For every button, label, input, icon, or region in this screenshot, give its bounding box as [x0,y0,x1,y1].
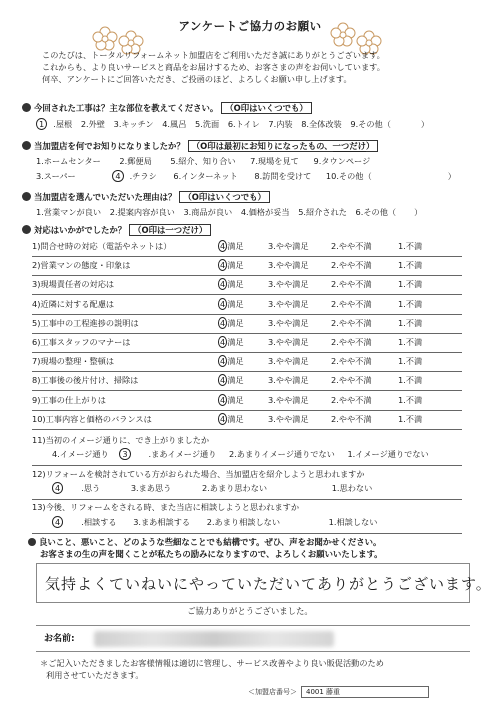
q2-option-10-close: ） [447,171,456,181]
thanks-text: ご協力ありがとうございました。 [187,606,313,616]
q3-option-6-close: ） [414,207,423,217]
rating-question: 8)工事後の後片付け、掃除は [32,375,139,386]
q13-option-4[interactable]: 4 .相談する [52,517,117,527]
rating-row [32,411,462,430]
name-label: お名前: [44,634,75,644]
rating-question: 3)現場責任者の対応は [32,279,115,290]
q3-heading: 当加盟店を選んでいただいた理由は？ （O印はいくつでも） [22,191,270,203]
rating-option-4[interactable]: 4 満足 [220,375,244,386]
rating-row [32,238,462,257]
q2-option-7[interactable]: 7.現場を見て [250,156,299,166]
q2-option-5[interactable]: 5.紹介、知り合い [170,156,236,166]
rating-option-1[interactable]: 1.不満 [398,337,423,347]
q12-option-1[interactable]: 1.思わない [331,483,373,493]
rating-row [32,296,462,315]
q2-option-4[interactable]: 4 .チラシ [112,171,156,181]
divider [32,533,462,534]
q1-option-6[interactable]: 6.トイレ [227,119,260,129]
rating-option-2[interactable]: 2.やや不満 [331,317,372,328]
rating-option-2[interactable]: 2.やや不満 [331,413,372,424]
rating-option-1[interactable]: 1.不満 [398,241,423,251]
q11-options [52,450,447,460]
rating-option-2[interactable]: 2.やや不満 [331,356,372,367]
q11-option-2[interactable]: 2.あまりイメージ通りでない [229,449,335,459]
rating-question: 2)営業マンの態度・印象は [32,260,131,271]
q2-option-8[interactable]: 8.訪問を受けて [254,171,312,181]
rating-row [32,257,462,276]
rating-option-4[interactable]: 4 満足 [220,279,244,290]
rating-option-2[interactable]: 2.やや不満 [331,375,372,386]
q1-option-9[interactable]: 9.その他（ [350,119,391,129]
rating-question: 6)工事スタッフのマナーは [32,337,131,347]
comment-answer: 気持よくていねいにやっていただいてありがとうございます。 [45,575,492,593]
q11-option-4[interactable]: 4.イメージ通り [52,449,109,459]
q13-option-2[interactable]: 2.あまり相談しない [206,517,281,527]
q11-text: 11)当初のイメージ通りに、でき上がりましたか [32,435,210,445]
rating-option-2[interactable]: 2.やや不満 [331,337,372,347]
rating-option-3[interactable]: 3.やや満足 [268,337,309,347]
bullet-icon [22,192,31,201]
q12-option-2[interactable]: 2.あまり思わない [201,483,268,493]
rating-row [32,353,462,372]
rating-option-4[interactable]: 4 満足 [220,337,244,347]
rating-option-1[interactable]: 1.不満 [398,394,423,405]
q2-heading: 当加盟店を何でお知りになりましたか？ （O印は最初にお知りになったもの、一つだけ） [22,140,378,152]
rating-question: 7)現場の整理・整頓は [32,356,115,367]
privacy-notice: ＊ご記入いただきましたお客様情報は適切に管理し、サービス改善やより良い販促活動のため 利用させていただきます。 [40,658,384,680]
rating-option-3[interactable]: 3.やや満足 [268,413,309,424]
q1-option-3[interactable]: 3.キッチン [113,119,154,129]
rating-question: 5)工事中の工程進捗の説明は [32,317,139,328]
rating-option-1[interactable]: 1.不満 [398,356,423,367]
q1-option-7[interactable]: 7.内装 [268,119,293,129]
q12-options [52,484,390,494]
q3-option-4[interactable]: 4.価格が妥当 [240,207,290,217]
redacted-name [94,631,334,647]
q2-option-2[interactable]: 2.郵便局 [119,156,152,166]
bullet-icon [22,103,31,112]
rating-option-3[interactable]: 3.やや満足 [268,279,309,290]
rating-option-3[interactable]: 3.やや満足 [268,298,309,309]
rating-option-3[interactable]: 3.やや満足 [268,260,309,271]
rating-option-2[interactable]: 2.やや不満 [331,279,372,290]
q1-heading: 今回された工事は？主な部位を教えてください。 （O印はいくつでも） [22,102,312,114]
member-number-value: 4001 藤重 [301,686,429,698]
rating-option-4[interactable]: 4 満足 [220,356,244,367]
rating-option-1[interactable]: 1.不満 [398,375,423,386]
free-heading: 良いこと、悪いこと、どのような些細なことでも結構です。ぜひ、声をお聞かせください。 [28,537,381,547]
q12-text: 12)リフォームを検討されている方がおられた場合、当加盟店を紹介しようと思われますか [32,469,365,479]
q12-option-4[interactable]: 4 .思う [52,483,100,493]
q4-heading: 対応はいかがでしたか？ （O印は一つだけ） [22,224,211,236]
rating-option-4[interactable]: 4 満足 [220,241,244,251]
q1-option-9-close: ） [420,119,430,129]
bullet-icon [28,538,36,546]
q12-option-3[interactable]: 3.まあ思う [130,483,172,493]
q13-text: 13)今後、リフォームをされる時、また当店に相談しようと思われますか [32,502,300,512]
q1-options [36,120,435,130]
q2-option-9[interactable]: 9.タウンページ [313,156,371,166]
q11-option-1[interactable]: 1.イメージ通りでない [347,449,429,459]
q1-option-2[interactable]: 2.外壁 [80,119,105,129]
q2-option-6[interactable]: 6.インターネット [173,171,238,181]
rating-option-3[interactable]: 3.やや満足 [268,356,309,367]
rating-option-1[interactable]: 1.不満 [398,279,423,290]
q1-option-8[interactable]: 8.全体改装 [301,119,342,129]
divider [32,499,462,500]
rating-question: 10)工事内容と価格のバランスは [32,413,152,424]
bullet-icon [22,225,31,234]
rating-row [32,276,462,295]
q1-option-1[interactable]: 1 .屋根 [36,119,72,129]
rating-option-2[interactable]: 2.やや不満 [331,394,372,405]
rating-option-4[interactable]: 4 満足 [220,260,244,271]
q13-option-3[interactable]: 3.まあ相談する [133,517,191,527]
rating-option-2[interactable]: 2.やや不満 [331,260,372,271]
rating-option-2[interactable]: 2.やや不満 [331,241,372,251]
q13-option-1[interactable]: 1.相談しない [328,517,378,527]
q3-options [36,208,428,218]
q2-option-10[interactable]: 10.その他（ [325,171,372,181]
rating-row [32,315,462,334]
q11-option-3[interactable]: 3 .まあイメージ通り [119,449,216,459]
rating-option-4[interactable]: 4 満足 [220,394,244,405]
bullet-icon [22,141,31,150]
q3-option-3[interactable]: 3.商品が良い [183,207,233,217]
intro-text: このたびは、トータルリフォームネット加盟店をご利用いただき誠にありがとうございます。 これからも、より良いサービスと商品をお届けするため、お客さまの声をお伺いしています。 何卒、アンケートにご回答いただき、ご投函のほど、よろしくお願い申し上げます。 [42,50,385,84]
q2-options-row1 [36,157,376,167]
q3-option-1[interactable]: 1.営業マンが良い [36,207,102,217]
rating-row [32,372,462,391]
rating-option-3[interactable]: 3.やや満足 [268,317,309,328]
divider [32,465,462,466]
q13-options [52,518,395,528]
q2-options-row2 [36,172,462,182]
rating-option-1[interactable]: 1.不満 [398,317,423,328]
q3-option-6[interactable]: 6.その他（ [355,207,397,217]
rating-option-4[interactable]: 4 満足 [220,413,244,424]
rating-row [32,334,462,353]
q3-option-5[interactable]: 5.紹介された [298,207,347,217]
rating-question: 9)工事の仕上がりは [32,394,106,405]
comment-box[interactable] [36,563,492,603]
rating-option-3[interactable]: 3.やや満足 [268,375,309,386]
rating-option-1[interactable]: 1.不満 [398,260,423,271]
rating-option-1[interactable]: 1.不満 [398,298,423,309]
rating-option-1[interactable]: 1.不満 [398,413,423,424]
member-number: ＜加盟店番号＞ 4001 藤重 [248,686,429,698]
q1-option-5[interactable]: 5.洗面 [195,119,220,129]
rating-question: 1)問合せ時の対応（電話やネットは） [32,241,172,251]
rating-option-2[interactable]: 2.やや不満 [331,298,372,309]
q2-option-1[interactable]: 1.ホームセンター [36,156,101,166]
rating-option-3[interactable]: 3.やや満足 [268,241,309,251]
rating-option-4[interactable]: 4 満足 [220,317,244,328]
rating-option-3[interactable]: 3.やや満足 [268,394,309,405]
free-heading-2: お客さまの生の声を聞くことが私たちの励みになりますので、よろしくお願いいたします。 [40,549,383,559]
name-field[interactable] [36,625,470,652]
page-title: アンケートご協力のお願い [178,19,322,33]
rating-question: 4)近隣に対する配慮は [32,298,115,309]
rating-option-4[interactable]: 4 満足 [220,298,244,309]
q3-option-2[interactable]: 2.提案内容が良い [109,207,175,217]
rating-row [32,392,462,411]
q2-option-3[interactable]: 3.スーパー [36,171,76,181]
q1-option-4[interactable]: 4.風呂 [162,119,187,129]
